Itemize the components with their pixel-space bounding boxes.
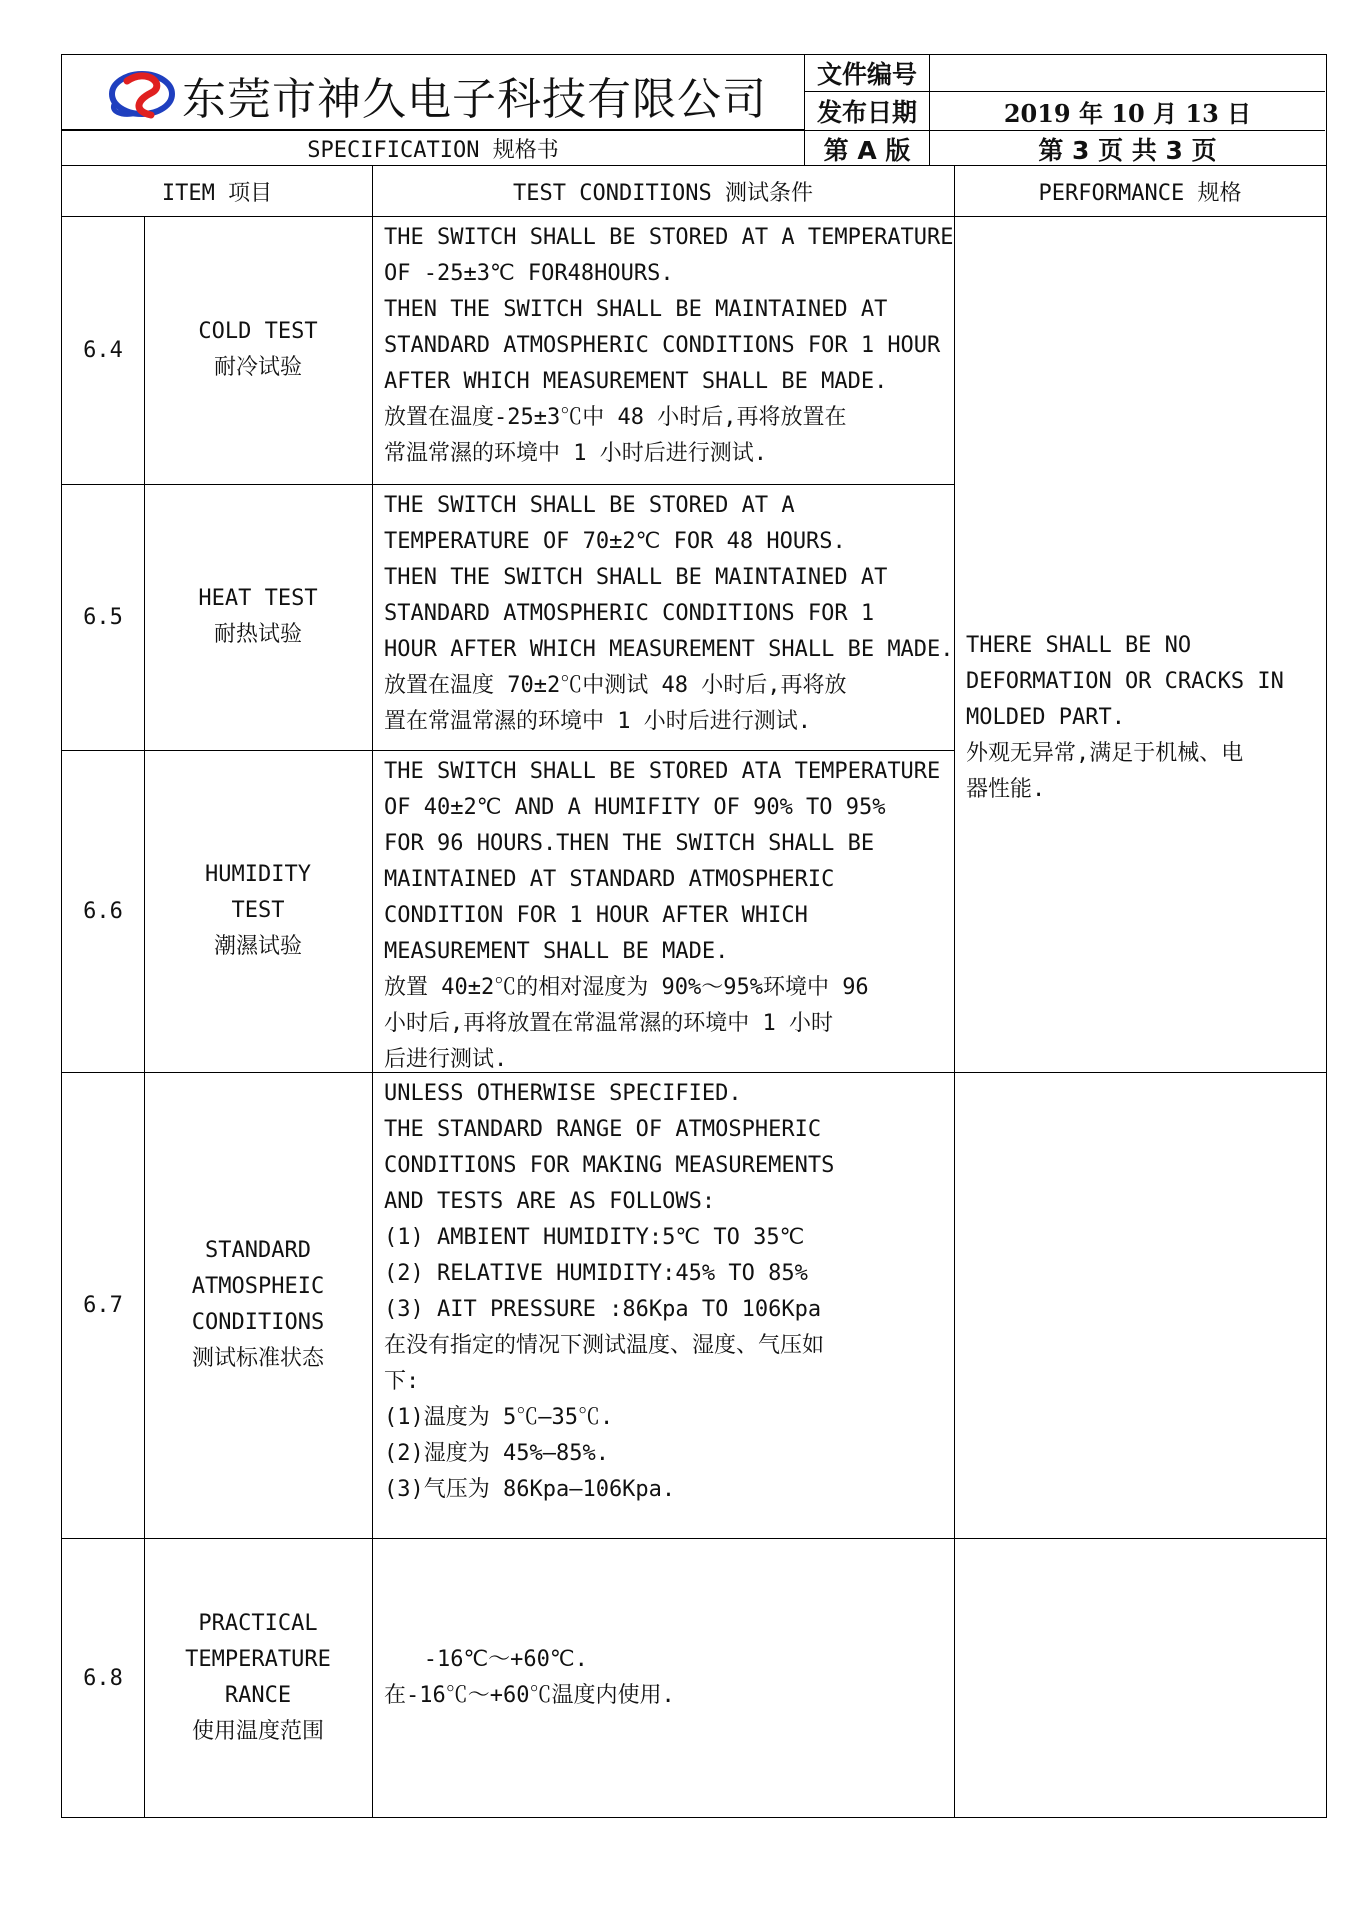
row-number: 6.5 bbox=[83, 604, 123, 630]
company-banner bbox=[62, 55, 805, 130]
item-line: STANDARD bbox=[205, 1238, 311, 1263]
spec-sheet bbox=[61, 54, 1327, 1818]
doc-no-value bbox=[930, 55, 1325, 92]
column-header-performance: PERFORMANCE 规格 bbox=[1038, 180, 1242, 206]
test-spec-table bbox=[61, 166, 1327, 1818]
test-conditions: THE SWITCH SHALL BE STORED AT A TEMPERATURE OF -25±3℃ FOR48HOURS. THEN THE SWITCH SHALL BE MAINTAINED AT STANDARD ATMOSPHERIC CONDITIONS FOR 1 HOUR AFTER WHICH MEASUREMENT SHALL BE MADE. 放置在温度-25±3℃中 48 小时后,再将放置在 常温常濕的环境中 1 小时后进行测试. bbox=[384, 225, 954, 466]
item-line: PRACTICAL bbox=[198, 1611, 318, 1636]
column-header-conditions: TEST CONDITIONS 测试条件 bbox=[513, 180, 813, 206]
document-header bbox=[61, 54, 1327, 166]
item-name bbox=[144, 750, 372, 1072]
item-line: HEAT TEST bbox=[198, 586, 318, 611]
grid-line bbox=[372, 166, 373, 1818]
edition-label: 第 A 版 bbox=[805, 130, 930, 166]
item-line: CONDITIONS bbox=[191, 1310, 325, 1335]
test-conditions: UNLESS OTHERWISE SPECIFIED. THE STANDARD RANGE OF ATMOSPHERIC CONDITIONS FOR MAKING MEASUREMENTS AND TESTS ARE AS FOLLOWS: (1) AMBIENT HUMIDITY:5℃ TO 35℃ (2) RELATIVE HUMIDITY:45% TO 85% (3) AIT PRESSURE :86Kpa TO 106Kpa 在没有指定的情况下测试温度、湿度、气压如 下: (1)温度为 5℃—35℃. (2)湿度为 45%—85%. (3)气压为 86Kpa—106Kpa. bbox=[384, 1081, 835, 1502]
item-line: TEMPERATURE bbox=[185, 1647, 331, 1672]
test-conditions: THE SWITCH SHALL BE STORED ATA TEMPERATURE OF 40±2℃ AND A HUMIFITY OF 90% TO 95% FOR 96 HOURS.THEN THE SWITCH SHALL BE MAINTAINED AT STANDARD ATMOSPHERIC CONDITION FOR 1 HOUR AFTER WHICH MEASUREMENT SHALL BE MADE. 放置 40±2℃的相对湿度为 90%～95%环境中 96 小时后,再将放置在常温常濕的环境中 1 小时 后进行测试. bbox=[384, 759, 941, 1072]
row-number: 6.6 bbox=[83, 898, 123, 924]
grid-line bbox=[954, 166, 955, 1818]
item-name bbox=[144, 484, 372, 750]
row-number: 6.8 bbox=[83, 1665, 123, 1691]
item-line: HUMIDITY bbox=[205, 862, 311, 887]
item-line: TEST bbox=[231, 898, 285, 923]
row-number: 6.7 bbox=[83, 1292, 123, 1318]
item-name bbox=[144, 1538, 372, 1818]
item-line: 测试标准状态 bbox=[191, 1346, 324, 1371]
release-date-label: 发布日期 bbox=[805, 92, 930, 130]
item-line: 潮濕试验 bbox=[213, 934, 302, 959]
item-line: COLD TEST bbox=[198, 319, 318, 344]
item-name bbox=[144, 1072, 372, 1538]
test-conditions: -16℃～+60℃. 在-16℃～+60℃温度内使用. bbox=[384, 1647, 675, 1708]
item-name bbox=[144, 216, 372, 484]
column-header-item: ITEM 项目 bbox=[161, 180, 273, 206]
item-line: ATMOSPHEIC bbox=[191, 1274, 325, 1299]
item-line: RANCE bbox=[224, 1683, 292, 1708]
page-info: 第 3 页 共 3 页 bbox=[930, 130, 1325, 166]
item-line: 使用温度范围 bbox=[191, 1719, 324, 1744]
doc-no-label: 文件编号 bbox=[805, 55, 930, 92]
item-line: 耐热试验 bbox=[213, 622, 302, 647]
company-name: 东莞市神久电子科技有限公司 bbox=[182, 74, 767, 125]
release-date-value: 2019 年 10 月 13 日 bbox=[1003, 98, 1252, 128]
performance-requirement: THERE SHALL BE NO DEFORMATION OR CRACKS IN MOLDED PART. 外观无异常,满足于机械、电 器性能. bbox=[966, 633, 1284, 802]
spec-title: SPECIFICATION 规格书 bbox=[62, 130, 805, 166]
item-line: 耐冷试验 bbox=[213, 355, 302, 380]
company-logo-icon bbox=[107, 67, 177, 119]
row-number: 6.4 bbox=[83, 337, 123, 363]
test-conditions: THE SWITCH SHALL BE STORED AT A TEMPERATURE OF 70±2℃ FOR 48 HOURS. THEN THE SWITCH SHALL BE MAINTAINED AT STANDARD ATMOSPHERIC CONDITIONS FOR 1 HOUR AFTER WHICH MEASUREMENT SHALL BE MADE. 放置在温度 70±2℃中测试 48 小时后,再将放 置在常温常濕的环境中 1 小时后进行测试. bbox=[384, 493, 954, 734]
